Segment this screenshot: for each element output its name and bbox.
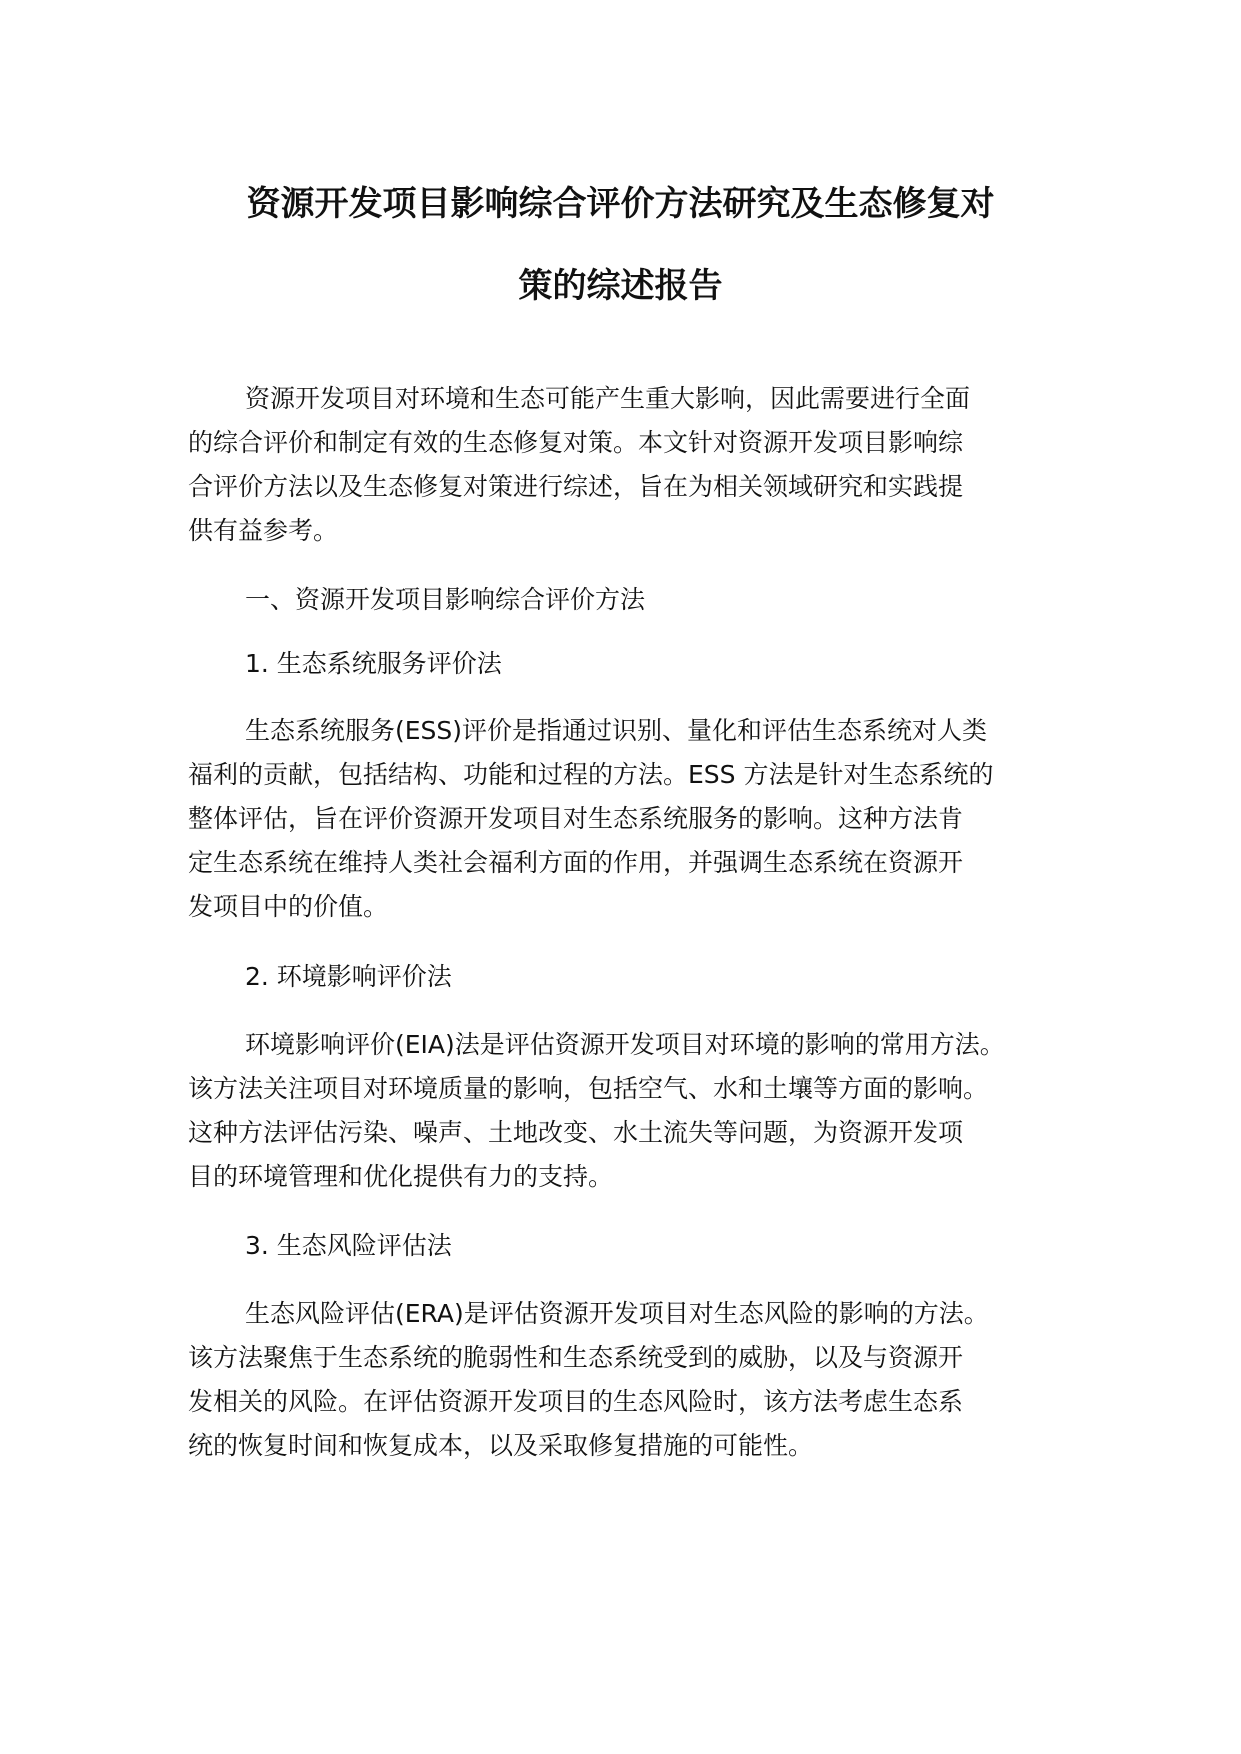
body-line: 生态风险评估(ERA)是评估资源开发项目对生态风险的影响的方法。 xyxy=(245,1299,989,1328)
intro-line: 供有益参考。 xyxy=(188,516,339,545)
body-line: 发相关的风险。在评估资源开发项目的生态风险时，该方法考虑生态系 xyxy=(188,1387,964,1416)
body-line: 生态系统服务(ESS)评价是指通过识别、量化和评估生态系统对人类 xyxy=(245,716,988,745)
subsection-heading: 1. 生态系统服务评价法 xyxy=(245,649,502,678)
body-line: 福利的贡献，包括结构、功能和过程的方法。ESS 方法是针对生态系统的 xyxy=(188,760,994,789)
intro-line: 合评价方法以及生态修复对策进行综述，旨在为相关领域研究和实践提 xyxy=(188,472,964,501)
body-line: 整体评估，旨在评价资源开发项目对生态系统服务的影响。这种方法肯 xyxy=(188,804,964,833)
document-title-line-2: 策的综述报告 xyxy=(518,266,723,306)
document-title-line-1: 资源开发项目影响综合评价方法研究及生态修复对 xyxy=(246,184,995,224)
body-line: 目的环境管理和优化提供有力的支持。 xyxy=(188,1162,614,1191)
intro-line: 的综合评价和制定有效的生态修复对策。本文针对资源开发项目影响综 xyxy=(188,428,964,457)
subsection-heading: 3. 生态风险评估法 xyxy=(245,1231,452,1260)
body-line: 环境影响评价(EIA)法是评估资源开发项目对环境的影响的常用方法。 xyxy=(245,1030,1005,1059)
intro-line: 资源开发项目对环境和生态可能产生重大影响，因此需要进行全面 xyxy=(245,384,971,413)
body-line: 统的恢复时间和恢复成本，以及采取修复措施的可能性。 xyxy=(188,1431,814,1460)
section-heading: 一、资源开发项目影响综合评价方法 xyxy=(245,585,646,614)
body-line: 该方法聚焦于生态系统的脆弱性和生态系统受到的威胁，以及与资源开 xyxy=(188,1343,964,1372)
body-line: 发项目中的价值。 xyxy=(188,892,389,921)
body-line: 该方法关注项目对环境质量的影响，包括空气、水和土壤等方面的影响。 xyxy=(188,1074,989,1103)
body-line: 定生态系统在维持人类社会福利方面的作用，并强调生态系统在资源开 xyxy=(188,848,964,877)
subsection-heading: 2. 环境影响评价法 xyxy=(245,962,452,991)
body-line: 这种方法评估污染、噪声、土地改变、水土流失等问题，为资源开发项 xyxy=(188,1118,964,1147)
